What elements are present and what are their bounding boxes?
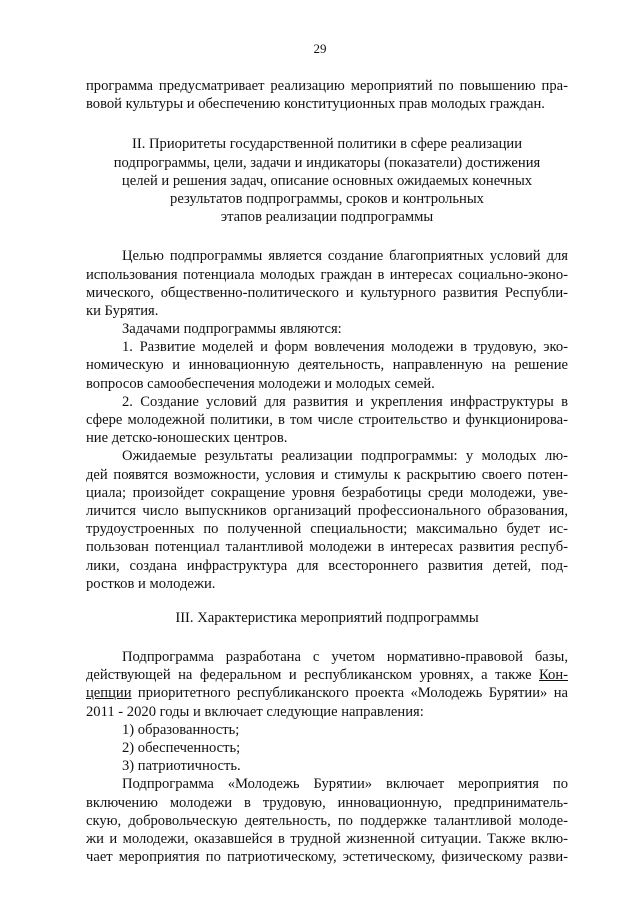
text-line: трудоустроенных по полученной специальности; максимально будет ис-	[86, 521, 568, 538]
text-line: Ожидаемые результаты реализации подпрограммы: у молодых лю-	[122, 448, 568, 465]
text-line: лики, создана инфраструктура для всестороннего развития детей, под-	[86, 557, 568, 574]
page-number: 29	[313, 41, 327, 56]
text-line: 2. Создание условий для развития и укрепления инфраструктуры в	[122, 393, 568, 410]
text-line: чает мероприятия по патриотическому, эстетическому, физическому разви-	[86, 849, 568, 866]
concept-link[interactable]: цепции	[86, 685, 132, 702]
text-line: ние детско-юношеских центров.	[86, 430, 288, 447]
goal-paragraph	[86, 247, 568, 320]
text-line: использования потенциала молодых граждан в интересах социально-эконо-	[86, 266, 568, 283]
heading-line: II. Приоритеты государственной политики в сфере реализации	[131, 136, 523, 153]
text-line: 2011 - 2020 годы и включает следующие направления:	[86, 703, 424, 720]
text-line: ростков и молодежи.	[86, 575, 216, 592]
text-line: дей появятся возможности, условия и стимулы к раскрытию своего потен-	[86, 466, 568, 483]
text-line: программа предусматривает реализацию мероприятий по повышению пра-	[86, 78, 568, 94]
text-line: скую, добровольческую деятельность, по поддержке талантливой молоде-	[86, 812, 568, 829]
section-3-title: III. Характеристика мероприятий подпрограммы	[175, 609, 479, 626]
text-line	[86, 684, 568, 702]
task-2-paragraph	[86, 393, 568, 448]
text-fragment: приоритетного республиканского проекта «Молодежь Бурятии» на	[131, 685, 568, 702]
text-line: Подпрограмма разработана с учетом нормативно-правовой базы,	[122, 649, 568, 666]
text-line: номическую и инновационную деятельность, направленную на решение	[86, 357, 568, 374]
list-item: 1) образованность;	[122, 721, 240, 738]
intro-paragraph	[86, 77, 568, 113]
heading-line: этапов реализации подпрограммы	[220, 209, 434, 226]
text-line: сфере молодежной политики, в том числе строительство и функционирова-	[86, 412, 568, 428]
text-line: 1. Развитие моделей и форм вовлечения молодежи в трудовую, эко-	[122, 339, 568, 356]
text-line: Целью подпрограммы является создание благоприятных условий для	[122, 248, 568, 265]
text-line: вовой культуры и обеспечению конституционных прав молодых граждан.	[86, 96, 545, 113]
concept-link[interactable]: Кон-	[539, 667, 568, 684]
directions-list	[86, 721, 568, 776]
page-body	[86, 77, 568, 866]
results-paragraph	[86, 447, 568, 593]
text-line: ки Бурятия.	[86, 302, 159, 319]
text-line: Подпрограмма «Молодежь Бурятии» включает мероприятия по	[122, 776, 568, 793]
text-line: включению молодежи в трудовую, инновационную, предприниматель-	[86, 794, 568, 811]
text-line: пользован потенциал талантливой молодежи в интересах развития респуб-	[86, 539, 568, 556]
list-item: 3) патриотичность.	[122, 758, 241, 775]
framework-paragraph	[86, 648, 568, 721]
text-line: жи и молодежи, оказавшейся в трудной жизненной ситуации. Также вклю-	[86, 830, 568, 847]
heading-line: целей и решения задач, описание основных ожидаемых конечных	[121, 172, 533, 189]
text-line: личится число выпускников организаций профессионального образования,	[86, 502, 568, 519]
text-fragment: действующей на федеральном и республиканском уровнях, а также	[86, 667, 532, 684]
list-item: 2) обеспеченность;	[122, 740, 241, 756]
tasks-heading: Задачами подпрограммы являются:	[122, 321, 342, 338]
text-line: вопросов самообеспечения молодежи и молодых семей.	[86, 375, 435, 392]
task-1-paragraph	[86, 338, 568, 393]
text-line: мического, общественно-политического и культурного развития Республи-	[86, 284, 568, 301]
section-2-title	[86, 135, 568, 226]
text-line	[86, 666, 568, 684]
text-line: циала; произойдет сокращение уровня безработицы среди молодежи, уве-	[86, 484, 568, 501]
program-paragraph	[86, 775, 568, 866]
heading-line: результатов подпрограммы, сроков и контрольных	[170, 190, 484, 207]
heading-line: подпрограммы, цели, задачи и индикаторы (показатели) достижения	[113, 154, 541, 171]
